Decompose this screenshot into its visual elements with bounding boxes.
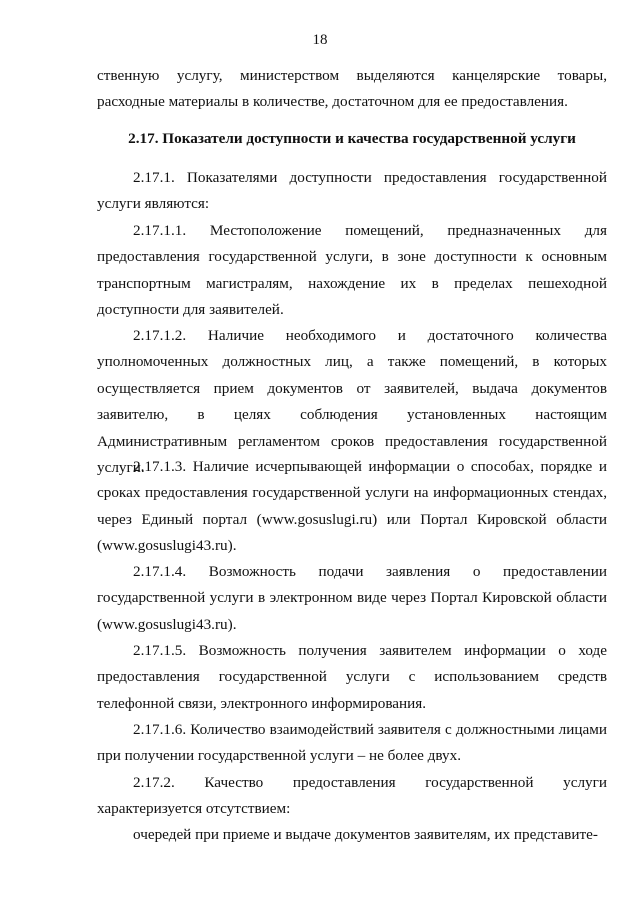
section-heading: 2.17. Показатели доступности и качества государственной услуги (128, 130, 576, 147)
paragraph-2-17-1-6: 2.17.1.6. Количество взаимодействий заявителя с должностными лицами при получении государственной услуги – не более двух. (97, 721, 607, 765)
intro-paragraph: ственную услугу, министерством выделяются канцелярские товары, расходные материалы в количестве, достаточном для ее предоставления. (97, 67, 607, 111)
paragraph-2-17-1-1: 2.17.1.1. Местоположение помещений, предназначенных для предоставления государственной услуги, в зоне доступности к основным транспортным магистралям, нахождение их в пределах пешеходной доступности для заявителей. (97, 222, 607, 319)
paragraph-2-17-1-4: 2.17.1.4. Возможность подачи заявления о предоставлении государственной услуги в электронном виде через Портал Кировской области (www.gosuslugi43.ru). (97, 563, 607, 633)
paragraph-2-17-1-3: 2.17.1.3. Наличие исчерпывающей информации о способах, порядке и сроках предоставления государственной услуги на информационных стендах, через Единый портал (www.gosuslugi.ru) или Портал Кировской области (www.gosuslugi43.ru). (97, 458, 607, 555)
page-number: 18 (312, 32, 328, 48)
paragraph-2-17-1-2: 2.17.1.2. Наличие необходимого и достаточного количества уполномоченных должностных лиц, а также помещений, в которых осуществляется прием документов от заявителей, выдача документов заявителю, в целях соблюдения установленных настоящим Административным регламентом сроков предоставления государственной услуги. (97, 327, 607, 477)
paragraph-2-17-2: 2.17.2. Качество предоставления государственной услуги характеризуется отсутствием: (97, 774, 607, 818)
paragraph-2-17-1-5: 2.17.1.5. Возможность получения заявителем информации о ходе предоставления государственной услуги с использованием средств телефонной связи, электронного информирования. (97, 642, 607, 712)
paragraph-queues: очередей при приеме и выдаче документов заявителям, их представите- (133, 826, 598, 843)
paragraph-2-17-1: 2.17.1. Показателями доступности предоставления государственной услуги являются: (97, 169, 607, 213)
